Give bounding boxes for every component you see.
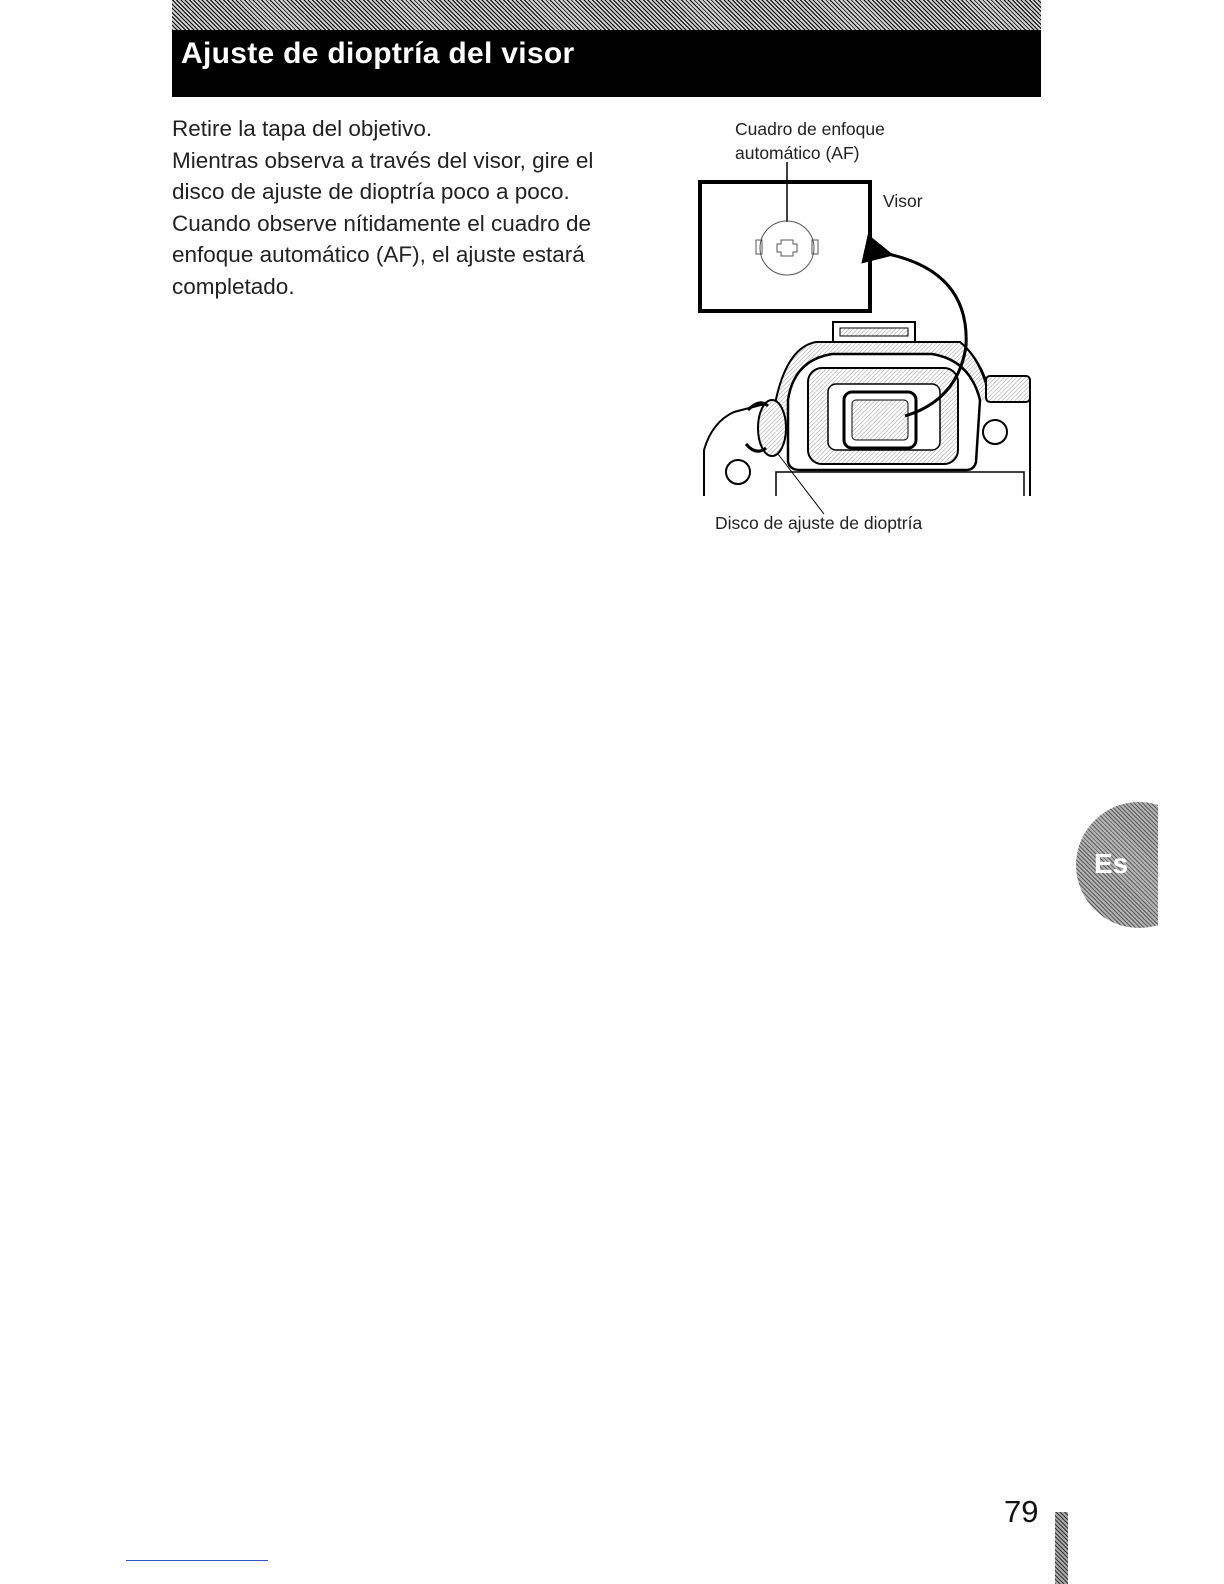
footer-rule xyxy=(126,1560,268,1561)
af-label-line2: automático (AF) xyxy=(735,143,860,163)
section-title-bar xyxy=(172,0,1041,97)
af-label-line1: Cuadro de enfoque xyxy=(735,119,885,139)
visor-label: Visor xyxy=(883,191,923,211)
camera-illustration xyxy=(690,110,1040,550)
camera-viewfinder-figure xyxy=(690,110,1040,550)
language-tab-label: Es xyxy=(1094,848,1129,879)
instruction-paragraph-2: Mientras observa a través del visor, gire el disco de ajuste de dioptría poco a poco. Cuando observe nítidamente el cuadro de enfoque automático (AF), el ajuste estará completado. xyxy=(172,147,594,299)
page-number: 79 xyxy=(1004,1494,1039,1529)
diopter-dial xyxy=(758,400,786,456)
page-title: Ajuste de dioptría del visor xyxy=(181,37,575,70)
dial-label: Disco de ajuste de dioptría xyxy=(715,513,923,533)
instruction-paragraph-1: Retire la tapa del objetivo. xyxy=(172,116,433,141)
viewfinder-frame xyxy=(700,182,870,311)
page-edge-mark xyxy=(1055,1512,1068,1584)
title-hatch-pattern xyxy=(172,0,1041,30)
language-tab xyxy=(1076,802,1158,928)
instructions-text xyxy=(172,113,652,302)
